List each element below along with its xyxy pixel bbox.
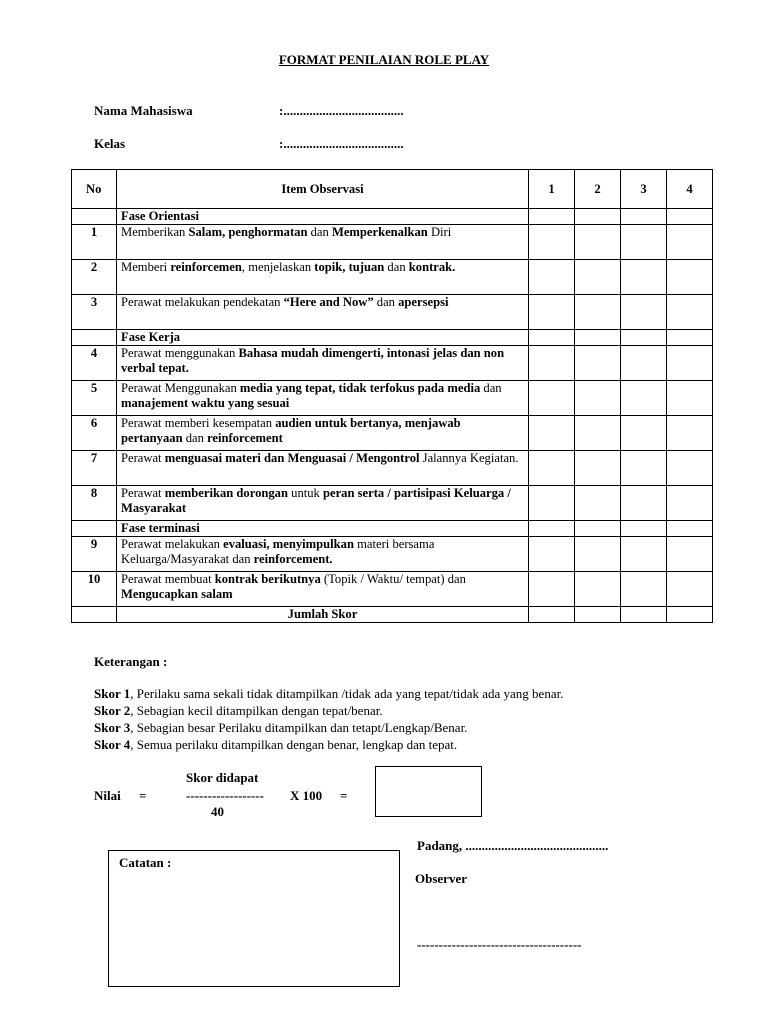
nama-mahasiswa-label: Nama Mahasiswa — [94, 103, 193, 118]
item-text-segment: Perawat — [121, 486, 165, 500]
item-text-segment: Diri — [427, 225, 452, 239]
item-text-segment: dan — [480, 381, 502, 395]
item-text-segment: memberikan dorongan — [164, 486, 288, 500]
score-cell-3[interactable] — [621, 451, 667, 486]
formula-fraction-line: ------------------ — [186, 788, 264, 803]
score-cell-3[interactable] — [621, 486, 667, 521]
nilai-label: Nilai — [94, 788, 121, 803]
item-text-segment: Bahasa mudah dimengerti, intonasi jelas dan non verbal tepat. — [121, 346, 505, 375]
score-cell-4[interactable] — [667, 225, 713, 260]
score-cell-2[interactable] — [575, 572, 621, 607]
score-cell-1[interactable] — [529, 451, 575, 486]
skor-4-text: , Semua perilaku ditampilkan dengan benar, lengkap dan tepat. — [130, 737, 458, 752]
total-row — [72, 607, 713, 623]
score-cell-4[interactable] — [667, 572, 713, 607]
observation-item — [117, 260, 529, 295]
page-title: FORMAT PENILAIAN ROLE PLAY — [278, 52, 490, 67]
row-number: 9 — [72, 537, 117, 572]
skor-4-line — [94, 737, 457, 753]
item-text-segment: Jalannya Kegiatan. — [419, 451, 519, 465]
item-text-segment: audien untuk bertanya, menjawab pertanyaan — [121, 416, 461, 445]
score-cell-1[interactable] — [529, 346, 575, 381]
item-text-segment: kontrak berikutnya — [214, 572, 321, 586]
item-text-segment: , menjelaskan — [241, 260, 315, 274]
item-text-segment: reinforcemen — [170, 260, 242, 274]
skor-3-label: Skor 3 — [94, 720, 131, 735]
item-text-segment: Memberi — [121, 260, 171, 274]
table-row — [72, 260, 713, 295]
table-row — [72, 486, 713, 521]
observation-item — [117, 346, 529, 381]
item-text-segment: media yang tepat, tidak terfokus pada media — [239, 381, 481, 395]
observation-item — [117, 225, 529, 260]
nilai-equals: = — [139, 788, 147, 803]
score-cell-2[interactable] — [575, 521, 621, 537]
skor-2-text: , Sebagian kecil ditampilkan dengan tepat/benar. — [130, 703, 383, 718]
row-number — [72, 330, 117, 346]
formula-multiplier: X 100 — [290, 788, 323, 803]
item-text-segment: dan — [307, 225, 332, 239]
observation-item — [117, 451, 529, 486]
score-cell-1[interactable] — [529, 209, 575, 225]
item-text-segment: evaluasi, menyimpulkan — [223, 537, 354, 551]
row-number: 4 — [72, 346, 117, 381]
table-header-row — [72, 170, 713, 209]
table-row — [72, 346, 713, 381]
score-cell-1[interactable] — [529, 295, 575, 330]
score-cell-1[interactable] — [529, 607, 575, 623]
score-cell-4[interactable] — [667, 260, 713, 295]
item-text-segment: (Topik / Waktu/ tempat) dan — [320, 572, 466, 586]
item-text-segment: dan — [373, 295, 399, 309]
score-cell-4[interactable] — [667, 521, 713, 537]
observer-label: Observer — [415, 871, 467, 886]
score-cell-1[interactable] — [529, 537, 575, 572]
item-text-segment: Mengucapkan salam — [121, 587, 233, 601]
padang-date-line: Padang, ............................................ — [417, 838, 609, 853]
skor-1-line — [94, 686, 563, 702]
score-cell-2[interactable] — [575, 209, 621, 225]
observation-item — [117, 295, 529, 330]
row-number: 8 — [72, 486, 117, 521]
score-cell-3[interactable] — [621, 260, 667, 295]
table-row — [72, 381, 713, 416]
score-cell-1[interactable] — [529, 416, 575, 451]
score-cell-2[interactable] — [575, 346, 621, 381]
header-score-3: 3 — [621, 170, 667, 209]
score-cell-3[interactable] — [621, 346, 667, 381]
item-text-segment: “Here and Now” — [283, 295, 374, 309]
catatan-label: Catatan : — [119, 855, 172, 870]
table-row — [72, 295, 713, 330]
score-cell-3[interactable] — [621, 416, 667, 451]
score-cell-4[interactable] — [667, 209, 713, 225]
table-row — [72, 225, 713, 260]
score-cell-4[interactable] — [667, 537, 713, 572]
phase-label: Fase Kerja — [117, 330, 529, 346]
score-cell-2[interactable] — [575, 486, 621, 521]
table-row — [72, 537, 713, 572]
nama-mahasiswa-field[interactable]: :..................................... — [279, 103, 404, 118]
score-cell-3[interactable] — [621, 537, 667, 572]
catatan-box[interactable] — [108, 850, 400, 987]
skor-1-label: Skor 1 — [94, 686, 131, 701]
row-number — [72, 607, 117, 623]
skor-2-label: Skor 2 — [94, 703, 131, 718]
item-text-segment: Perawat menggunakan — [121, 346, 239, 360]
score-cell-4[interactable] — [667, 416, 713, 451]
score-cell-1[interactable] — [529, 381, 575, 416]
table-row — [72, 572, 713, 607]
score-cell-2[interactable] — [575, 225, 621, 260]
score-cell-2[interactable] — [575, 607, 621, 623]
observation-item — [117, 537, 529, 572]
item-text-segment: Perawat — [121, 451, 165, 465]
phase-row — [72, 330, 713, 346]
score-cell-1[interactable] — [529, 330, 575, 346]
formula-numerator: Skor didapat — [186, 770, 259, 785]
kelas-label: Kelas — [94, 136, 126, 151]
item-text-segment: menguasai materi dan Menguasai / Mengontrol — [164, 451, 420, 465]
score-cell-2[interactable] — [575, 330, 621, 346]
item-text-segment: Perawat melakukan pendekatan — [121, 295, 284, 309]
score-cell-4[interactable] — [667, 346, 713, 381]
row-number: 1 — [72, 225, 117, 260]
item-text-segment: Perawat melakukan — [121, 537, 224, 551]
score-cell-4[interactable] — [667, 451, 713, 486]
header-no: No — [72, 170, 117, 209]
item-text-segment: dan — [384, 260, 409, 274]
kelas-field[interactable]: :..................................... — [279, 136, 404, 151]
row-number: 2 — [72, 260, 117, 295]
score-cell-2[interactable] — [575, 416, 621, 451]
item-text-segment: Perawat Menggunakan — [121, 381, 240, 395]
score-cell-3[interactable] — [621, 381, 667, 416]
score-cell-3[interactable] — [621, 209, 667, 225]
signature-line: -------------------------------------- — [417, 937, 582, 952]
row-number: 7 — [72, 451, 117, 486]
score-cell-3[interactable] — [621, 295, 667, 330]
score-cell-3[interactable] — [621, 330, 667, 346]
score-cell-3[interactable] — [621, 572, 667, 607]
phase-label: Fase terminasi — [117, 521, 529, 537]
score-cell-3[interactable] — [621, 225, 667, 260]
item-text-segment: Memperkenalkan — [331, 225, 428, 239]
score-cell-1[interactable] — [529, 572, 575, 607]
table-row — [72, 451, 713, 486]
row-number — [72, 209, 117, 225]
item-text-segment: kontrak. — [408, 260, 456, 274]
observation-item — [117, 486, 529, 521]
score-cell-3[interactable] — [621, 521, 667, 537]
skor-3-text: , Sebagian besar Perilaku ditampilkan dan tetapt/Lengkap/Benar. — [130, 720, 468, 735]
row-number — [72, 521, 117, 537]
item-text-segment: reinforcement — [207, 431, 283, 445]
header-score-2: 2 — [575, 170, 621, 209]
item-text-segment: manajement waktu yang sesuai — [121, 396, 290, 410]
phase-row — [72, 209, 713, 225]
item-text-segment: topik, tujuan — [314, 260, 385, 274]
item-text-segment: Memberikan — [121, 225, 189, 239]
row-number: 5 — [72, 381, 117, 416]
score-cell-1[interactable] — [529, 521, 575, 537]
item-text-segment: materi bersama Keluarga/Masyarakat dan — [121, 537, 435, 566]
observation-table — [71, 169, 713, 623]
score-cell-2[interactable] — [575, 381, 621, 416]
score-cell-4[interactable] — [667, 607, 713, 623]
row-number: 6 — [72, 416, 117, 451]
keterangan-title: Keterangan : — [94, 654, 168, 669]
formula-equals: = — [340, 788, 348, 803]
item-text-segment: Perawat membuat — [121, 572, 215, 586]
score-cell-1[interactable] — [529, 260, 575, 295]
score-cell-1[interactable] — [529, 486, 575, 521]
score-cell-2[interactable] — [575, 537, 621, 572]
score-cell-1[interactable] — [529, 225, 575, 260]
observation-item — [117, 381, 529, 416]
skor-4-label: Skor 4 — [94, 737, 131, 752]
score-cell-4[interactable] — [667, 295, 713, 330]
row-number: 3 — [72, 295, 117, 330]
header-score-4: 4 — [667, 170, 713, 209]
skor-3-line — [94, 720, 467, 736]
phase-label: Fase Orientasi — [117, 209, 529, 225]
observation-item — [117, 416, 529, 451]
item-text-segment: apersepsi — [398, 295, 449, 309]
score-cell-2[interactable] — [575, 260, 621, 295]
observation-item — [117, 572, 529, 607]
item-text-segment: untuk — [288, 486, 323, 500]
item-text-segment: reinforcement. — [253, 552, 333, 566]
item-text-segment: Salam, penghormatan — [188, 225, 308, 239]
score-cell-2[interactable] — [575, 295, 621, 330]
jumlah-skor-label: Jumlah Skor — [117, 607, 529, 623]
row-number: 10 — [72, 572, 117, 607]
score-cell-3[interactable] — [621, 607, 667, 623]
skor-2-line — [94, 703, 383, 719]
skor-1-text: , Perilaku sama sekali tidak ditampilkan /tidak ada yang tepat/tidak ada yang benar. — [130, 686, 564, 701]
table-row — [72, 416, 713, 451]
item-text-segment: dan — [182, 431, 208, 445]
header-item: Item Observasi — [117, 170, 529, 209]
phase-row — [72, 521, 713, 537]
nilai-result-box[interactable] — [375, 766, 482, 817]
item-text-segment: peran serta / partisipasi Keluarga / Masyarakat — [121, 486, 511, 515]
score-cell-2[interactable] — [575, 451, 621, 486]
header-score-1: 1 — [529, 170, 575, 209]
formula-denominator: 40 — [211, 804, 224, 819]
score-cell-4[interactable] — [667, 330, 713, 346]
score-cell-4[interactable] — [667, 486, 713, 521]
score-cell-4[interactable] — [667, 381, 713, 416]
item-text-segment: Perawat memberi kesempatan — [121, 416, 276, 430]
